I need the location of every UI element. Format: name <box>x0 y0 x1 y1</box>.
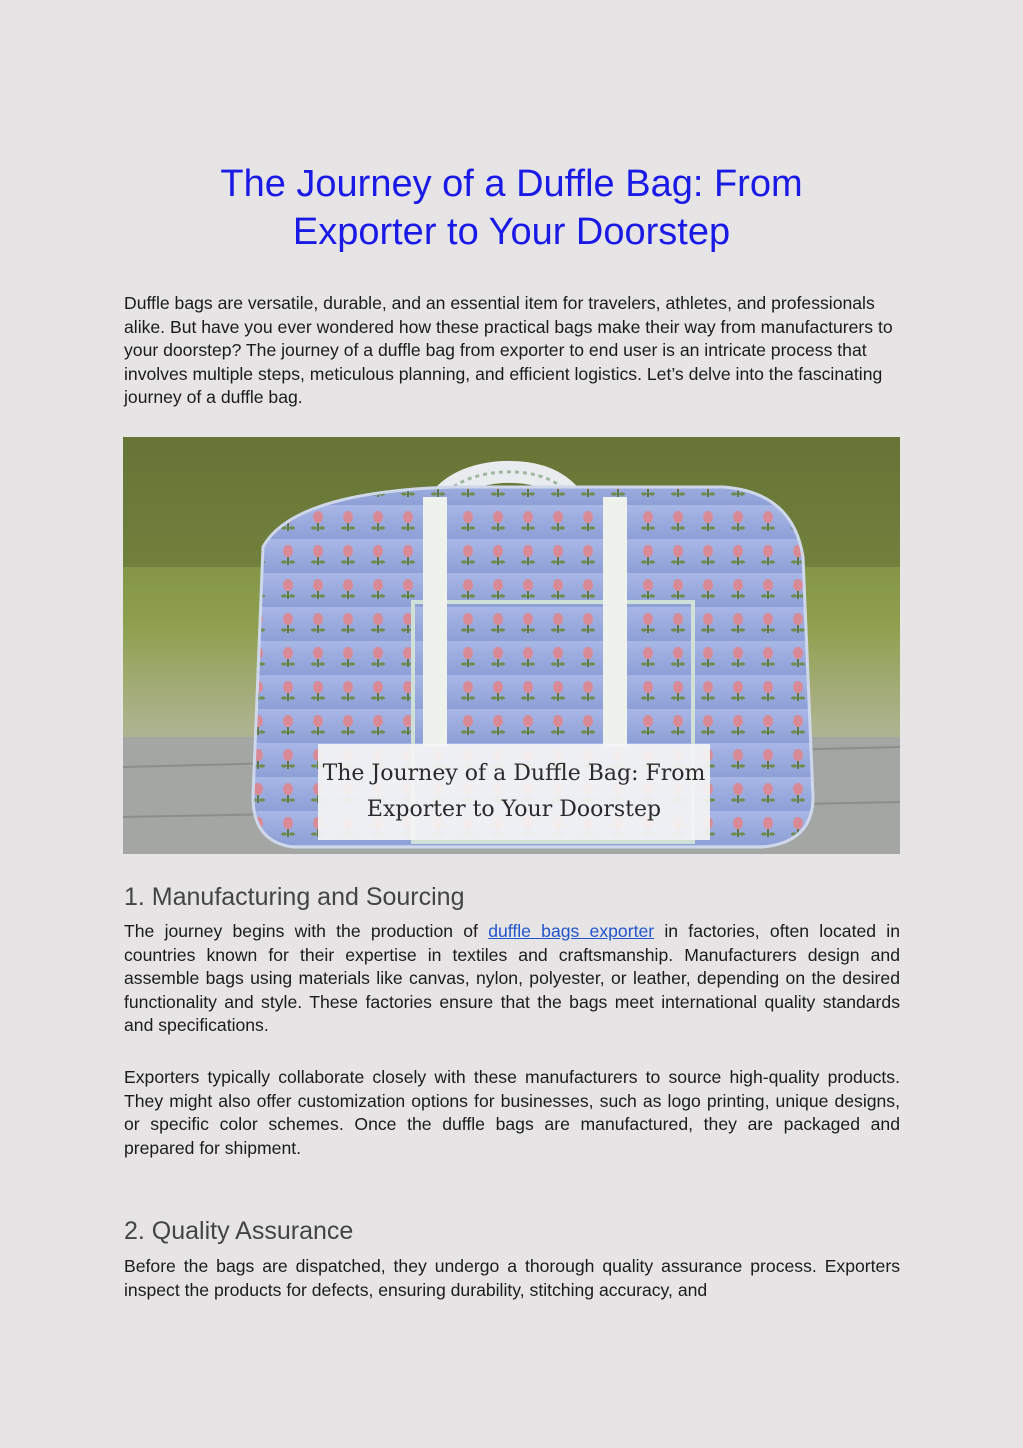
title-line-1: The Journey of a Duffle Bag: From <box>220 163 803 205</box>
duffle-bags-exporter-link[interactable]: duffle bags exporter <box>488 921 655 941</box>
section-1-text-before-link: The journey begins with the production of <box>124 921 489 941</box>
section-1-paragraph-2: Exporters typically collaborate closely with these manufacturers to source high-quality products. They might also offer customization options for businesses, such as logo printing, unique designs, or specific color schemes. Once the duffle bags are manufactured, they are packaged and prepared for shipment. <box>124 1067 900 1158</box>
hero-image <box>123 437 900 854</box>
intro-paragraph: Duffle bags are versatile, durable, and an essential item for travelers, athletes, and professionals alike. But have you ever wondered how these practical bags make their way from manufacturers to your doorstep? The journey of a duffle bag from exporter to end user is an intricate process that involves multiple steps, meticulous planning, and efficient logistics. Let’s delve into the fascinating journey of a duffle bag. <box>124 293 893 408</box>
section-2-paragraph-1: Before the bags are dispatched, they undergo a thorough quality assurance process. Exporters inspect the products for defects, ensuring durability, stitching accuracy, and <box>124 1256 900 1300</box>
title-line-2: Exporter to Your Doorstep <box>292 211 731 253</box>
image-caption <box>318 744 710 840</box>
caption-line-1: The Journey of a Duffle Bag: From <box>322 761 706 786</box>
section-1-heading: 1. Manufacturing and Sourcing <box>124 883 465 911</box>
section-1-text-after-link: in factories, often located in countries known for their expertise in textiles and craftsmanship. Manufacturers design and assemble bags using materials like canvas, nylon, polyester, or leather, depending on the desired functionality and style. These factories ensure that the bags meet international quality standards and specifications. <box>124 921 900 1036</box>
page-title <box>100 160 923 256</box>
caption-line-2: Exporter to Your Doorstep <box>366 797 662 822</box>
section-1-paragraph-1 <box>124 920 900 1038</box>
section-2-heading: 2. Quality Assurance <box>124 1217 354 1245</box>
